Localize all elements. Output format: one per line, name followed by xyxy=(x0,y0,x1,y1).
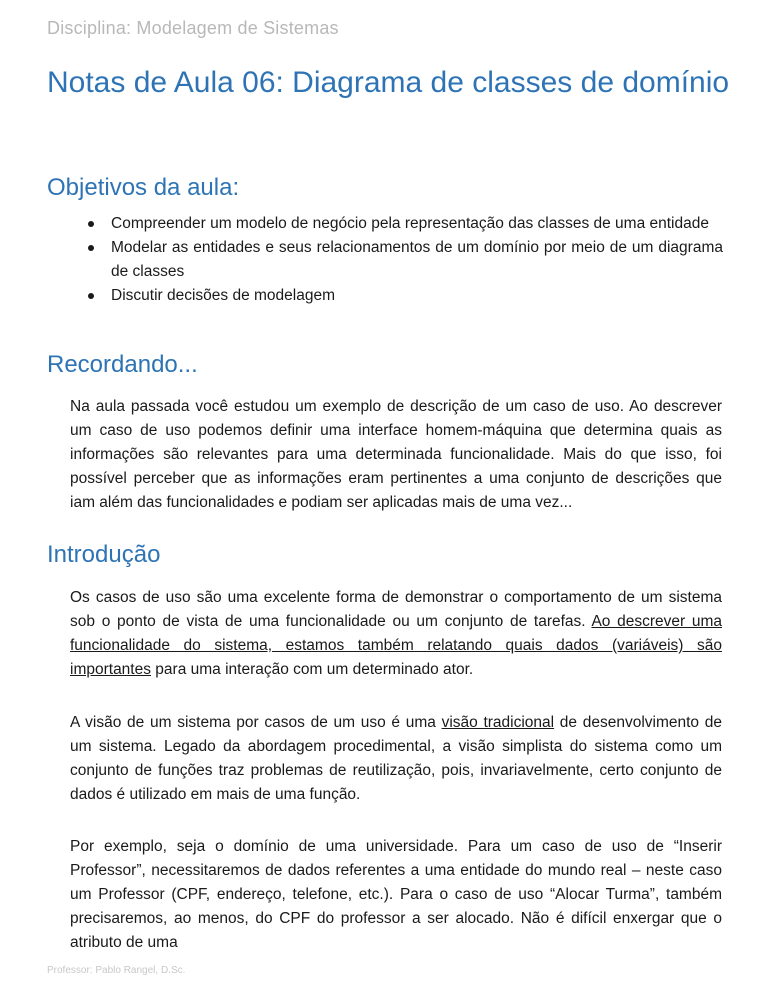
recordando-heading: Recordando... xyxy=(47,351,198,378)
list-item: Compreender um modelo de negócio pela representação das classes de uma entidade xyxy=(78,212,723,236)
intro-paragraph-1 xyxy=(70,586,722,682)
intro-paragraph-2 xyxy=(70,711,722,807)
intro-p1-text-b: para uma interação com um determinado ator. xyxy=(150,661,474,678)
objetivos-list xyxy=(78,212,723,308)
intro-paragraph-3: Por exemplo, seja o domínio de uma universidade. Para um caso de uso de “Inserir Professor”, necessitaremos de dados referentes a uma entidade do mundo real – neste caso um Professor (CPF, endereço, telefone, etc.). Para o caso de uso “Alocar Turma”, também precisaremos, ao menos, do CPF do professor a ser alocado. Não é difícil enxergar que o atributo de uma xyxy=(70,838,722,951)
list-item: Modelar as entidades e seus relacionamentos de um domínio por meio de um diagrama de classes xyxy=(78,236,723,284)
objetivos-heading: Objetivos da aula: xyxy=(47,174,240,201)
intro-p2-text-a: A visão de um sistema por casos de um uso é uma xyxy=(70,714,442,731)
discipline-header: Disciplina: Modelagem de Sistemas xyxy=(47,18,339,38)
intro-p2-text-b: de desenvolvimento de um sistema. Legado da abordagem procedimental, a visão simplista do sistema como um conjunto de funções traz problemas de reutilização, pois, invariavelmente, certo conjunto de dados é utilizado em mais de uma função. xyxy=(70,714,722,803)
page-title: Notas de Aula 06: Diagrama de classes de domínio xyxy=(47,66,730,99)
intro-p1-underlined: Ao descrever uma funcionalidade do sistema, estamos também relatando quais dados (variáveis) são importantes xyxy=(70,613,723,678)
recordando-paragraph: Na aula passada você estudou um exemplo de descrição de um caso de uso. Ao descrever um caso de uso podemos definir uma interface homem-máquina que determina quais as informações são relevantes para uma determinada funcionalidade. Mais do que isso, foi possível perceber que as informações eram pertinentes a uma conjunto de descrições que iam além das funcionalidades e podiam ser aplicadas mais de uma vez... xyxy=(70,398,722,511)
introducao-heading: Introdução xyxy=(47,541,161,568)
intro-p2-underlined: visão tradicional xyxy=(441,714,555,731)
list-item: Discutir decisões de modelagem xyxy=(78,284,723,308)
intro-p1-text-a: Os casos de uso são uma excelente forma de demonstrar o comportamento de um sistema sob o ponto de vista de uma funcionalidade ou um conjunto de tarefas. xyxy=(70,589,722,630)
footer-professor: Professor: Pablo Rangel, D.Sc. xyxy=(47,965,186,976)
